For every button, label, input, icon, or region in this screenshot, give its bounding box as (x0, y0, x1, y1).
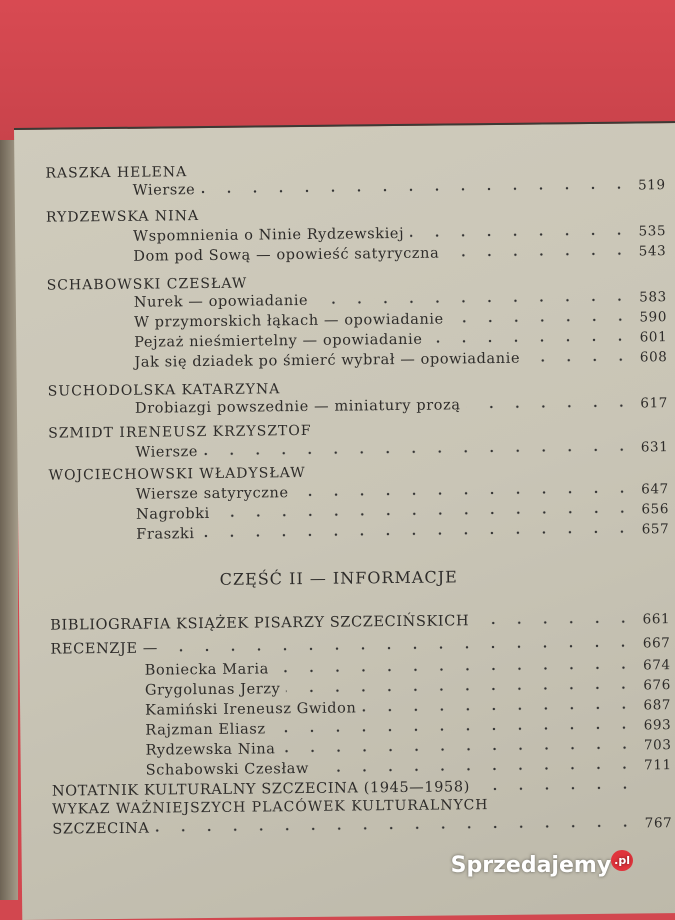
page-number: 656 (641, 501, 669, 517)
entry-title: W przymorskich łąkach — opowiadanie (134, 312, 444, 331)
watermark-suffix: .pl (611, 850, 633, 871)
toc-entry (136, 501, 669, 523)
entry-title: WOJCIECHOWSKI WŁADYSŁAW (49, 465, 306, 484)
entry-title: Boniecka Maria (145, 661, 269, 678)
toc-entry (134, 329, 667, 351)
dot-leader (156, 824, 639, 833)
toc-entry (133, 223, 666, 245)
dot-leader (314, 298, 633, 305)
toc-entry (50, 611, 670, 633)
entry-title: Schabowski Czesław (146, 761, 309, 779)
dot-leader (450, 318, 633, 324)
entry-title: Pejzaż nieśmiertelny — opowiadanie (134, 332, 422, 351)
page-number: 519 (638, 177, 666, 193)
page-number: 608 (639, 349, 667, 365)
page-number: 674 (643, 657, 671, 673)
toc-entry (145, 737, 671, 759)
entry-title: Nurek — opowiadanie (134, 293, 309, 311)
dot-leader (286, 686, 637, 694)
entry-title: Wiersze satyryczne (136, 485, 289, 503)
entry-title: Drobiazgi powszednie — miniatury prozą (135, 397, 461, 416)
entry-title: Rajzman Eliasz (145, 721, 266, 738)
book-page (14, 121, 675, 920)
dot-leader (275, 666, 637, 674)
toc-entry (146, 757, 672, 779)
entry-title: SZCZECINA (52, 821, 149, 838)
dot-leader (295, 490, 635, 498)
dot-leader (475, 620, 636, 626)
page-number: 535 (638, 223, 666, 239)
dot-leader (201, 186, 631, 195)
dot-leader (428, 338, 633, 344)
entry-title: SCHABOWSKI CZESŁAW (47, 276, 248, 294)
page-number: 767 (644, 815, 672, 831)
page-number: 711 (644, 757, 672, 773)
toc-entry (145, 717, 671, 739)
dot-leader (272, 726, 638, 734)
toc-author-heading (49, 461, 669, 483)
page-number: 647 (641, 481, 669, 497)
page-number: 657 (641, 521, 669, 537)
entry-title: Jak się dziadek po śmierć wybrał — opowiadanie (134, 351, 520, 371)
toc-entry (145, 657, 671, 679)
dot-leader (526, 358, 633, 363)
entry-title: RASZKA HELENA (45, 164, 187, 181)
toc-entry (136, 481, 669, 503)
entry-title: Fraszki (136, 526, 195, 543)
entry-title: NOTATNIK KULTURALNY SZCZECINA (1945—1958) (52, 779, 470, 799)
dot-leader (410, 232, 632, 238)
page-number: 687 (643, 697, 671, 713)
dot-leader (204, 448, 634, 457)
entry-title: SZMIDT IRENEUSZ KRZYSZTOF (48, 423, 311, 442)
toc-author-heading (46, 203, 666, 225)
dot-leader (216, 510, 635, 518)
entry-title: Wiersze (133, 182, 196, 199)
toc-entry (135, 439, 668, 461)
dot-leader (476, 786, 638, 792)
toc-author-heading (48, 419, 668, 441)
toc-entry (136, 521, 669, 543)
entry-title: RECENZJE — (50, 641, 158, 658)
toc-entry (134, 349, 667, 371)
entry-title: WYKAZ WAŻNIEJSZYCH PLACÓWEK KULTURALNYCH (52, 797, 488, 818)
dot-leader (315, 766, 638, 773)
dot-leader (467, 404, 634, 410)
watermark-logo (451, 853, 633, 878)
dot-leader (281, 746, 637, 754)
toc-entry (134, 289, 667, 311)
page-number: 543 (638, 243, 666, 259)
entry-title: Dom pod Sową — opowieść satyryczna (133, 246, 439, 265)
toc-entry (52, 815, 672, 837)
page-number: 693 (643, 717, 671, 733)
dot-leader (445, 252, 632, 258)
toc-entry (133, 177, 666, 199)
page-number: 583 (639, 289, 667, 305)
toc-entry (134, 309, 667, 331)
entry-title: Wiersze (135, 444, 198, 461)
entry-title: RYDZEWSKA NINA (46, 208, 199, 226)
dot-leader (201, 530, 636, 539)
dot-leader (164, 644, 637, 653)
page-number: 601 (639, 329, 667, 345)
page-number: 667 (642, 635, 670, 651)
toc-entry (133, 243, 666, 265)
part-2-heading: CZĘŚĆ II — INFORMACJE (19, 565, 659, 591)
entry-title: Nagrobki (136, 506, 210, 523)
entry-title: Kamiński Ireneusz Gwidon (145, 700, 356, 718)
entry-title: BIBLIOGRAFIA KSIĄŻEK PISARZY SZCZECIŃSKICH (50, 613, 469, 633)
toc-entry (135, 395, 668, 417)
watermark-text: Sprzedajemy (451, 853, 612, 878)
toc-entry (50, 635, 670, 657)
page-number: 703 (643, 737, 671, 753)
page-number: 590 (639, 309, 667, 325)
page-number: 661 (642, 611, 670, 627)
toc-entry (145, 677, 671, 699)
page-number: 617 (640, 395, 668, 411)
entry-title: Rydzewska Nina (145, 741, 275, 758)
entry-title: SUCHODOLSKA KATARZYNA (48, 381, 281, 399)
entry-title: Wspomnienia o Ninie Rydzewskiej (133, 226, 404, 245)
dot-leader (362, 706, 637, 713)
red-background (0, 0, 675, 140)
entry-title: Grygolunas Jerzy (145, 681, 281, 698)
toc-entry (145, 697, 671, 719)
page-number: 676 (643, 677, 671, 693)
page-number: 631 (640, 439, 668, 455)
